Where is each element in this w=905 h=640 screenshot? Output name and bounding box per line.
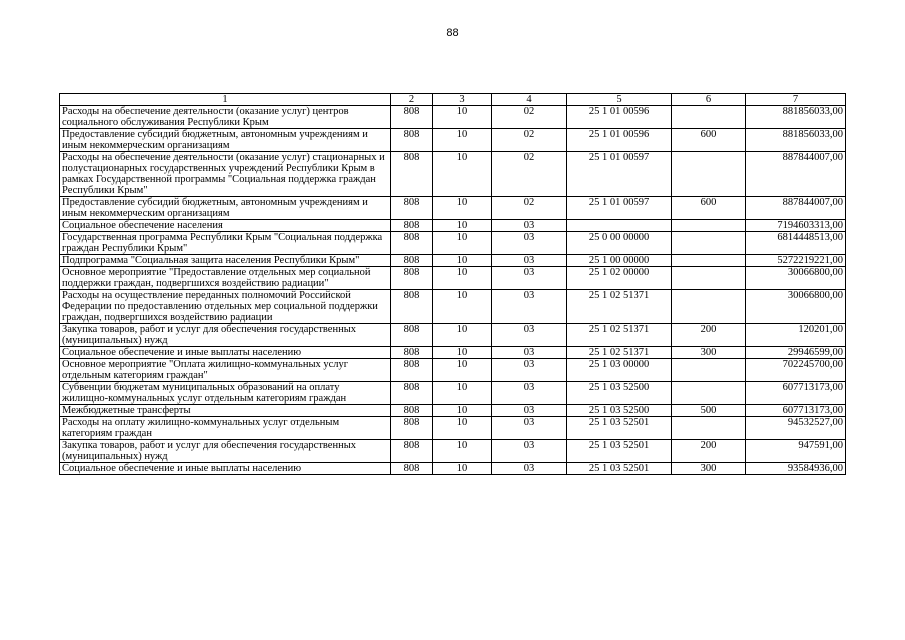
row-subsection-code: 03: [492, 405, 567, 417]
row-description: Расходы на обеспечение деятельности (оказание услуг) центров социального обслуживания Республики Крым: [60, 106, 391, 129]
column-header: 1: [60, 94, 391, 106]
row-section-code: 10: [433, 359, 492, 382]
row-gr-code: 808: [391, 463, 433, 475]
row-amount: 881856033,00: [746, 129, 846, 152]
row-section-code: 10: [433, 152, 492, 197]
row-description: Социальное обеспечение населения: [60, 220, 391, 232]
row-description: Социальное обеспечение и иные выплаты населению: [60, 463, 391, 475]
table-row: [60, 359, 846, 382]
row-amount: 30066800,00: [746, 290, 846, 324]
table-row: [60, 405, 846, 417]
row-description: Государственная программа Республики Крым "Социальная поддержка граждан Республики Крым": [60, 232, 391, 255]
row-description: Предоставление субсидий бюджетным, автономным учреждениям и иным некоммерческим организациям: [60, 129, 391, 152]
row-description: Расходы на оплату жилищно-коммунальных услуг отдельным категориям граждан: [60, 417, 391, 440]
row-subsection-code: 03: [492, 382, 567, 405]
row-subsection-code: 03: [492, 220, 567, 232]
column-header: 3: [433, 94, 492, 106]
column-header: 4: [492, 94, 567, 106]
table-row: [60, 267, 846, 290]
row-section-code: 10: [433, 220, 492, 232]
table-row: [60, 324, 846, 347]
table-row: [60, 417, 846, 440]
row-subsection-code: 03: [492, 290, 567, 324]
row-target-code: 25 1 01 00597: [567, 152, 672, 197]
row-section-code: 10: [433, 417, 492, 440]
row-target-code: 25 1 03 52500: [567, 382, 672, 405]
row-gr-code: 808: [391, 232, 433, 255]
row-subsection-code: 03: [492, 267, 567, 290]
row-amount: 7194603313,00: [746, 220, 846, 232]
row-amount: 887844007,00: [746, 197, 846, 220]
row-section-code: 10: [433, 267, 492, 290]
row-amount: 702245700,00: [746, 359, 846, 382]
row-description: Межбюджетные трансферты: [60, 405, 391, 417]
row-expense-type: 600: [672, 197, 746, 220]
row-gr-code: 808: [391, 405, 433, 417]
row-section-code: 10: [433, 324, 492, 347]
row-gr-code: 808: [391, 152, 433, 197]
row-description: Закупка товаров, работ и услуг для обеспечения государственных (муниципальных) нужд: [60, 324, 391, 347]
row-gr-code: 808: [391, 440, 433, 463]
row-expense-type: [672, 359, 746, 382]
row-gr-code: 808: [391, 106, 433, 129]
table-row: [60, 463, 846, 475]
row-section-code: 10: [433, 382, 492, 405]
row-expense-type: 600: [672, 129, 746, 152]
row-description: Основное мероприятие "Оплата жилищно-коммунальных услуг отдельным категориям граждан": [60, 359, 391, 382]
row-section-code: 10: [433, 197, 492, 220]
row-expense-type: [672, 220, 746, 232]
row-subsection-code: 03: [492, 463, 567, 475]
row-subsection-code: 03: [492, 417, 567, 440]
row-gr-code: 808: [391, 267, 433, 290]
row-amount: 887844007,00: [746, 152, 846, 197]
column-header: 2: [391, 94, 433, 106]
page-number: 88: [446, 27, 459, 39]
row-subsection-code: 02: [492, 106, 567, 129]
row-description: Закупка товаров, работ и услуг для обеспечения государственных (муниципальных) нужд: [60, 440, 391, 463]
row-expense-type: 500: [672, 405, 746, 417]
row-gr-code: 808: [391, 129, 433, 152]
row-expense-type: 300: [672, 463, 746, 475]
table-row: [60, 382, 846, 405]
row-section-code: 10: [433, 106, 492, 129]
row-subsection-code: 03: [492, 347, 567, 359]
row-target-code: 25 1 02 00000: [567, 267, 672, 290]
row-expense-type: 200: [672, 324, 746, 347]
table-row: [60, 152, 846, 197]
row-description: Подпрограмма "Социальная защита населения Республики Крым": [60, 255, 391, 267]
table-body: [60, 106, 846, 475]
row-amount: 94532527,00: [746, 417, 846, 440]
row-subsection-code: 02: [492, 197, 567, 220]
row-gr-code: 808: [391, 359, 433, 382]
row-subsection-code: 03: [492, 359, 567, 382]
row-amount: 5272219221,00: [746, 255, 846, 267]
column-header: 6: [672, 94, 746, 106]
row-gr-code: 808: [391, 220, 433, 232]
row-section-code: 10: [433, 255, 492, 267]
row-amount: 30066800,00: [746, 267, 846, 290]
row-gr-code: 808: [391, 347, 433, 359]
row-target-code: 25 1 03 52501: [567, 463, 672, 475]
row-description: Расходы на осуществление переданных полномочий Российской Федерации по предоставлению отдельных мер социальной поддержки граждан, подвергшихся воздействию радиации: [60, 290, 391, 324]
row-section-code: 10: [433, 232, 492, 255]
row-amount: 120201,00: [746, 324, 846, 347]
table-row: [60, 106, 846, 129]
row-expense-type: [672, 417, 746, 440]
header-row: [60, 94, 846, 106]
row-expense-type: 200: [672, 440, 746, 463]
row-amount: 947591,00: [746, 440, 846, 463]
row-gr-code: 808: [391, 290, 433, 324]
row-target-code: 25 0 00 00000: [567, 232, 672, 255]
row-subsection-code: 02: [492, 152, 567, 197]
row-expense-type: [672, 106, 746, 129]
row-section-code: 10: [433, 129, 492, 152]
row-description: Социальное обеспечение и иные выплаты населению: [60, 347, 391, 359]
row-gr-code: 808: [391, 417, 433, 440]
row-target-code: 25 1 02 51371: [567, 324, 672, 347]
row-target-code: 25 1 00 00000: [567, 255, 672, 267]
row-description: Предоставление субсидий бюджетным, автономным учреждениям и иным некоммерческим организациям: [60, 197, 391, 220]
row-amount: 93584936,00: [746, 463, 846, 475]
row-target-code: 25 1 03 52501: [567, 440, 672, 463]
column-header: 7: [746, 94, 846, 106]
row-expense-type: [672, 290, 746, 324]
row-gr-code: 808: [391, 255, 433, 267]
row-expense-type: [672, 152, 746, 197]
row-section-code: 10: [433, 290, 492, 324]
row-section-code: 10: [433, 405, 492, 417]
table-row: [60, 232, 846, 255]
row-subsection-code: 03: [492, 255, 567, 267]
row-subsection-code: 03: [492, 440, 567, 463]
row-expense-type: [672, 267, 746, 290]
table-row: [60, 255, 846, 267]
row-target-code: 25 1 03 52501: [567, 417, 672, 440]
column-header: 5: [567, 94, 672, 106]
row-amount: 29946599,00: [746, 347, 846, 359]
row-expense-type: [672, 255, 746, 267]
row-target-code: 25 1 01 00596: [567, 106, 672, 129]
row-description: Основное мероприятие "Предоставление отдельных мер социальной поддержки граждан, подвергшихся воздействию радиации": [60, 267, 391, 290]
row-section-code: 10: [433, 463, 492, 475]
table-row: [60, 290, 846, 324]
row-target-code: 25 1 01 00597: [567, 197, 672, 220]
table-row: [60, 220, 846, 232]
table-row: [60, 197, 846, 220]
table-row: [60, 129, 846, 152]
row-expense-type: [672, 382, 746, 405]
row-gr-code: 808: [391, 197, 433, 220]
row-target-code: 25 1 02 51371: [567, 290, 672, 324]
row-gr-code: 808: [391, 324, 433, 347]
row-section-code: 10: [433, 440, 492, 463]
row-subsection-code: 02: [492, 129, 567, 152]
row-section-code: 10: [433, 347, 492, 359]
row-amount: 607713173,00: [746, 405, 846, 417]
row-target-code: 25 1 03 52500: [567, 405, 672, 417]
row-amount: 607713173,00: [746, 382, 846, 405]
row-amount: 881856033,00: [746, 106, 846, 129]
row-expense-type: [672, 232, 746, 255]
table-row: [60, 347, 846, 359]
budget-table: [59, 93, 846, 475]
row-target-code: 25 1 01 00596: [567, 129, 672, 152]
row-target-code: 25 1 03 00000: [567, 359, 672, 382]
table-row: [60, 440, 846, 463]
row-target-code: 25 1 02 51371: [567, 347, 672, 359]
row-description: Расходы на обеспечение деятельности (оказание услуг) стационарных и полустационарных государственных учреждений Республики Крым в рамках Государственной программы "Социальная поддержка граждан Республики Крым": [60, 152, 391, 197]
row-subsection-code: 03: [492, 232, 567, 255]
row-amount: 6814448513,00: [746, 232, 846, 255]
row-target-code: [567, 220, 672, 232]
row-gr-code: 808: [391, 382, 433, 405]
row-subsection-code: 03: [492, 324, 567, 347]
row-expense-type: 300: [672, 347, 746, 359]
row-description: Субвенции бюджетам муниципальных образований на оплату жилищно-коммунальных услуг отдельным категориям граждан: [60, 382, 391, 405]
